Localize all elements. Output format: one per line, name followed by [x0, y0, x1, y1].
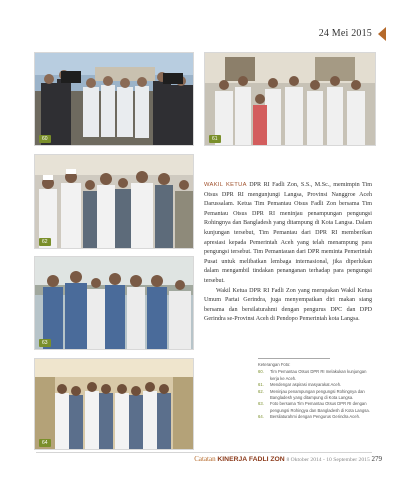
article-paragraph-1-text: DPR RI Fadli Zon, S.S., M.Sc., memimpin Tim Otsus DPR RI mengunjungi Langsa, Provinsi Nanggroe Aceh Darussalam. Ketua Tim Pemantau Otsus Fadli Zon bersama Tim Pemantau Otsus DPR RI meninjau penampungan pengungsi Rohingnya dan Bangladesh yang ditampung di Kota Langsa. Dalam kunjungan tersebut, Tim Pemantau dari DPR RI memberikan apresiasi kepada Pemerintah Aceh yang telah menampung para pengungsi tersebut. Tim Pemantauan dari DPR meminta Pemerintah Pusat untuk melibatkan lembaga internasional, jika diperlukan dalam mengambil tindakan penanganan terhadap para pengungsi tersebut.: [204, 182, 372, 284]
page-nav-chevron-icon: [378, 27, 386, 41]
caption-item: [258, 401, 376, 414]
page-footer: [194, 455, 382, 463]
caption-title: Keterangan Foto:: [258, 362, 291, 367]
photo-61-image: [205, 53, 375, 145]
caption-item: [258, 389, 376, 402]
photo-64-image: [35, 359, 193, 449]
photo-61: [204, 52, 376, 146]
article-paragraph-1: [204, 181, 372, 287]
photo-label: 63: [39, 339, 51, 347]
caption-text: Meninjau penampungan pengungsi Rohingnya dan Bangladesh yang ditampung di Kota Langsa.: [270, 388, 365, 401]
photo-60-image: [35, 53, 193, 145]
caption-item: [258, 369, 376, 382]
header-date: 24 Mei 2015: [318, 28, 372, 39]
photo-label: 64: [39, 439, 51, 447]
caption-number: 60.: [258, 369, 264, 375]
footer-kinerja: KINERJA FADLI ZON: [217, 456, 285, 463]
caption-text: Mendengar aspirasi masyarakat Aceh.: [270, 382, 342, 388]
photo-63: [34, 256, 194, 350]
caption-divider: [258, 358, 330, 359]
photo-62: [34, 154, 194, 249]
photo-label: 60: [39, 135, 51, 143]
article-lead: WAKIL KETUA: [204, 182, 247, 188]
photo-64: [34, 358, 194, 450]
caption-number: 63.: [258, 401, 264, 407]
caption-text: Tim Pemantau Otsus DPR RI melakukan kunjungan kerja ke Aceh.: [270, 369, 367, 381]
footer-period: 8 Oktober 2014 - 10 September 2015: [286, 457, 370, 463]
photo-captions: [258, 362, 376, 421]
footer-divider: [36, 452, 372, 453]
caption-number: 61.: [258, 382, 264, 388]
photo-60: [34, 52, 194, 146]
article-body: [204, 181, 372, 325]
footer-catatan: Catatan: [194, 455, 216, 463]
photo-label: 61: [209, 135, 221, 143]
photo-label: 62: [39, 238, 51, 246]
caption-number: 64.: [258, 414, 264, 420]
caption-item: [258, 414, 376, 420]
photo-62-image: [35, 155, 193, 248]
page-number: 279: [371, 455, 382, 463]
photo-63-image: [35, 257, 193, 349]
caption-text: Bersilaturahmi dengan Pengurus Gerindra Aceh.: [270, 414, 361, 420]
caption-number: 62.: [258, 388, 264, 394]
caption-text: Foto bersama Tim Pemantau Otsus DPR RI dengan pengungsi Rohingya dan Bangladesh di Kota Langsa.: [270, 401, 370, 413]
article-paragraph-2: Wakil Ketua DPR RI Fadli Zon yang merupakan Wakil Ketua Umum Partai Gerindra, juga menyempatkan diri makan siang bersama dan bersilaturahmi dengan pengurus DPC dan DPD Gerindra se-Provinsi Aceh di Pendopo Pemerintah kota Langsa.: [204, 287, 372, 323]
